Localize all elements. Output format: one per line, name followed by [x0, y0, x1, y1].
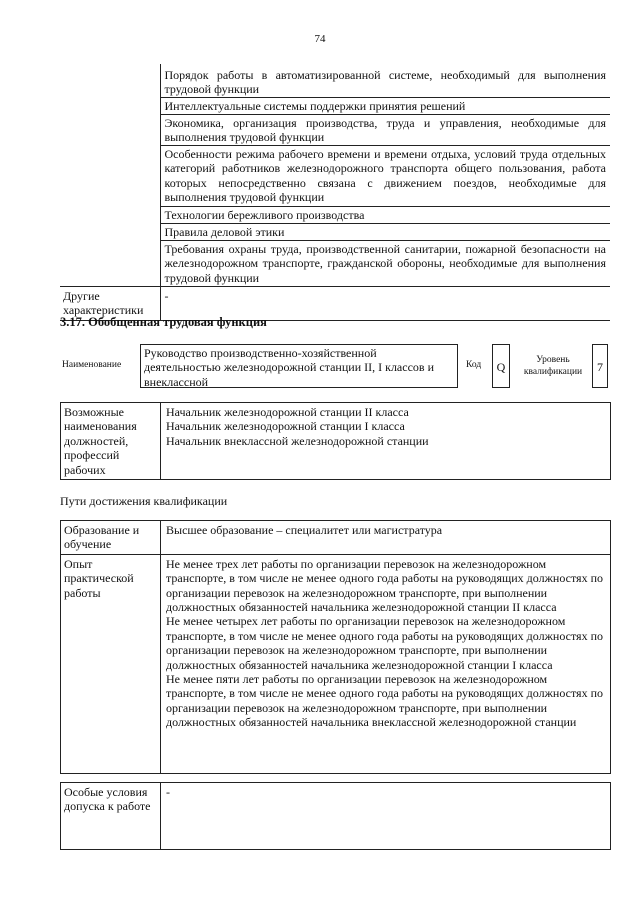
knowledge-table [60, 64, 610, 321]
positions-table [60, 402, 611, 480]
function-header [60, 344, 610, 390]
paths-heading: Пути достижения квалификации [60, 494, 228, 508]
level-label: Уровень квалификации [523, 355, 583, 378]
knowledge-label-cell [60, 64, 160, 287]
code-value: Q [492, 344, 510, 388]
name-label: Наименование [62, 360, 122, 370]
knowledge-item: Интеллектуальные системы поддержки принятия решений [161, 98, 611, 115]
knowledge-item: Экономика, организация производства, труда и управления, необходимые для выполнения трудовой функции [161, 115, 611, 146]
experience-label: Опыт практической работы [61, 554, 161, 773]
positions-list [161, 403, 611, 480]
knowledge-list-cell [160, 64, 610, 287]
code-label: Код [466, 360, 482, 370]
education-value: Высшее образование – специалитет или магистратура [161, 521, 611, 555]
requirements-table [60, 520, 611, 774]
level-value: 7 [592, 344, 608, 388]
knowledge-item: Требования охраны труда, производственной санитарии, пожарной безопасности на железнодорожном транспорте, гражданской обороны, необходимые для выполнения трудовой функции [164, 242, 606, 285]
page-number: 74 [314, 33, 326, 45]
special-conditions-value: - [161, 783, 611, 850]
other-characteristics-label: Другие характеристики [60, 287, 160, 321]
section-heading: 3.17. Обобщенная трудовая функция [60, 315, 267, 329]
knowledge-item: Правила деловой этики [161, 224, 611, 241]
special-conditions-label: Особые условия допуска к работе [61, 783, 161, 850]
knowledge-item: Технологии бережливого производства [161, 207, 611, 224]
position-item: Начальник внеклассной железнодорожной станции [166, 433, 429, 448]
position-item: Начальник железнодорожной станции II класса [166, 405, 409, 419]
education-label: Образование и обучение [61, 521, 161, 555]
other-characteristics-value: - [164, 289, 169, 303]
special-conditions-table [60, 782, 611, 850]
knowledge-item: Особенности режима рабочего времени и времени отдыха, условий труда отдельных категорий работников железнодорожного транспорта общего пользования, работа которых непосредственно связана с движением поездов, необходимые для выполнения трудовой функции [161, 146, 611, 207]
knowledge-item: Порядок работы в автоматизированной системе, необходимый для выполнения трудовой функции [161, 64, 611, 98]
experience-item: Не менее трех лет работы по организации перевозок на железнодорожном транспорте, в том числе не менее одного года работы на руководящих должностях по организации перевозок на железнодорожном транспорте, при выполнении должностных обязанностей начальника железнодорожной станции II класса [166, 556, 603, 614]
experience-item: Не менее четырех лет работы по организации перевозок на железнодорожном транспорте, в том числе не менее одного года работы на руководящих должностях по организации перевозок на железнодорожном транспорте, при выполнении должностных обязанностей начальника железнодорожной станции I класса [166, 614, 603, 672]
positions-label: Возможные наименования должностей, профессий рабочих [61, 403, 161, 480]
name-value: Руководство производственно-хозяйственной деятельностью железнодорожной станции II, I классов и внеклассной [140, 344, 458, 388]
experience-list [161, 554, 611, 773]
experience-item: Не менее пяти лет работы по организации перевозок на железнодорожном транспорте, в том числе не менее одного года работы на руководящих должностях по организации перевозок на железнодорожном транспорте, при выполнении должностных обязанностей начальника внеклассной железнодорожной станции [166, 671, 603, 730]
position-item: Начальник железнодорожной станции I класса [166, 419, 405, 434]
